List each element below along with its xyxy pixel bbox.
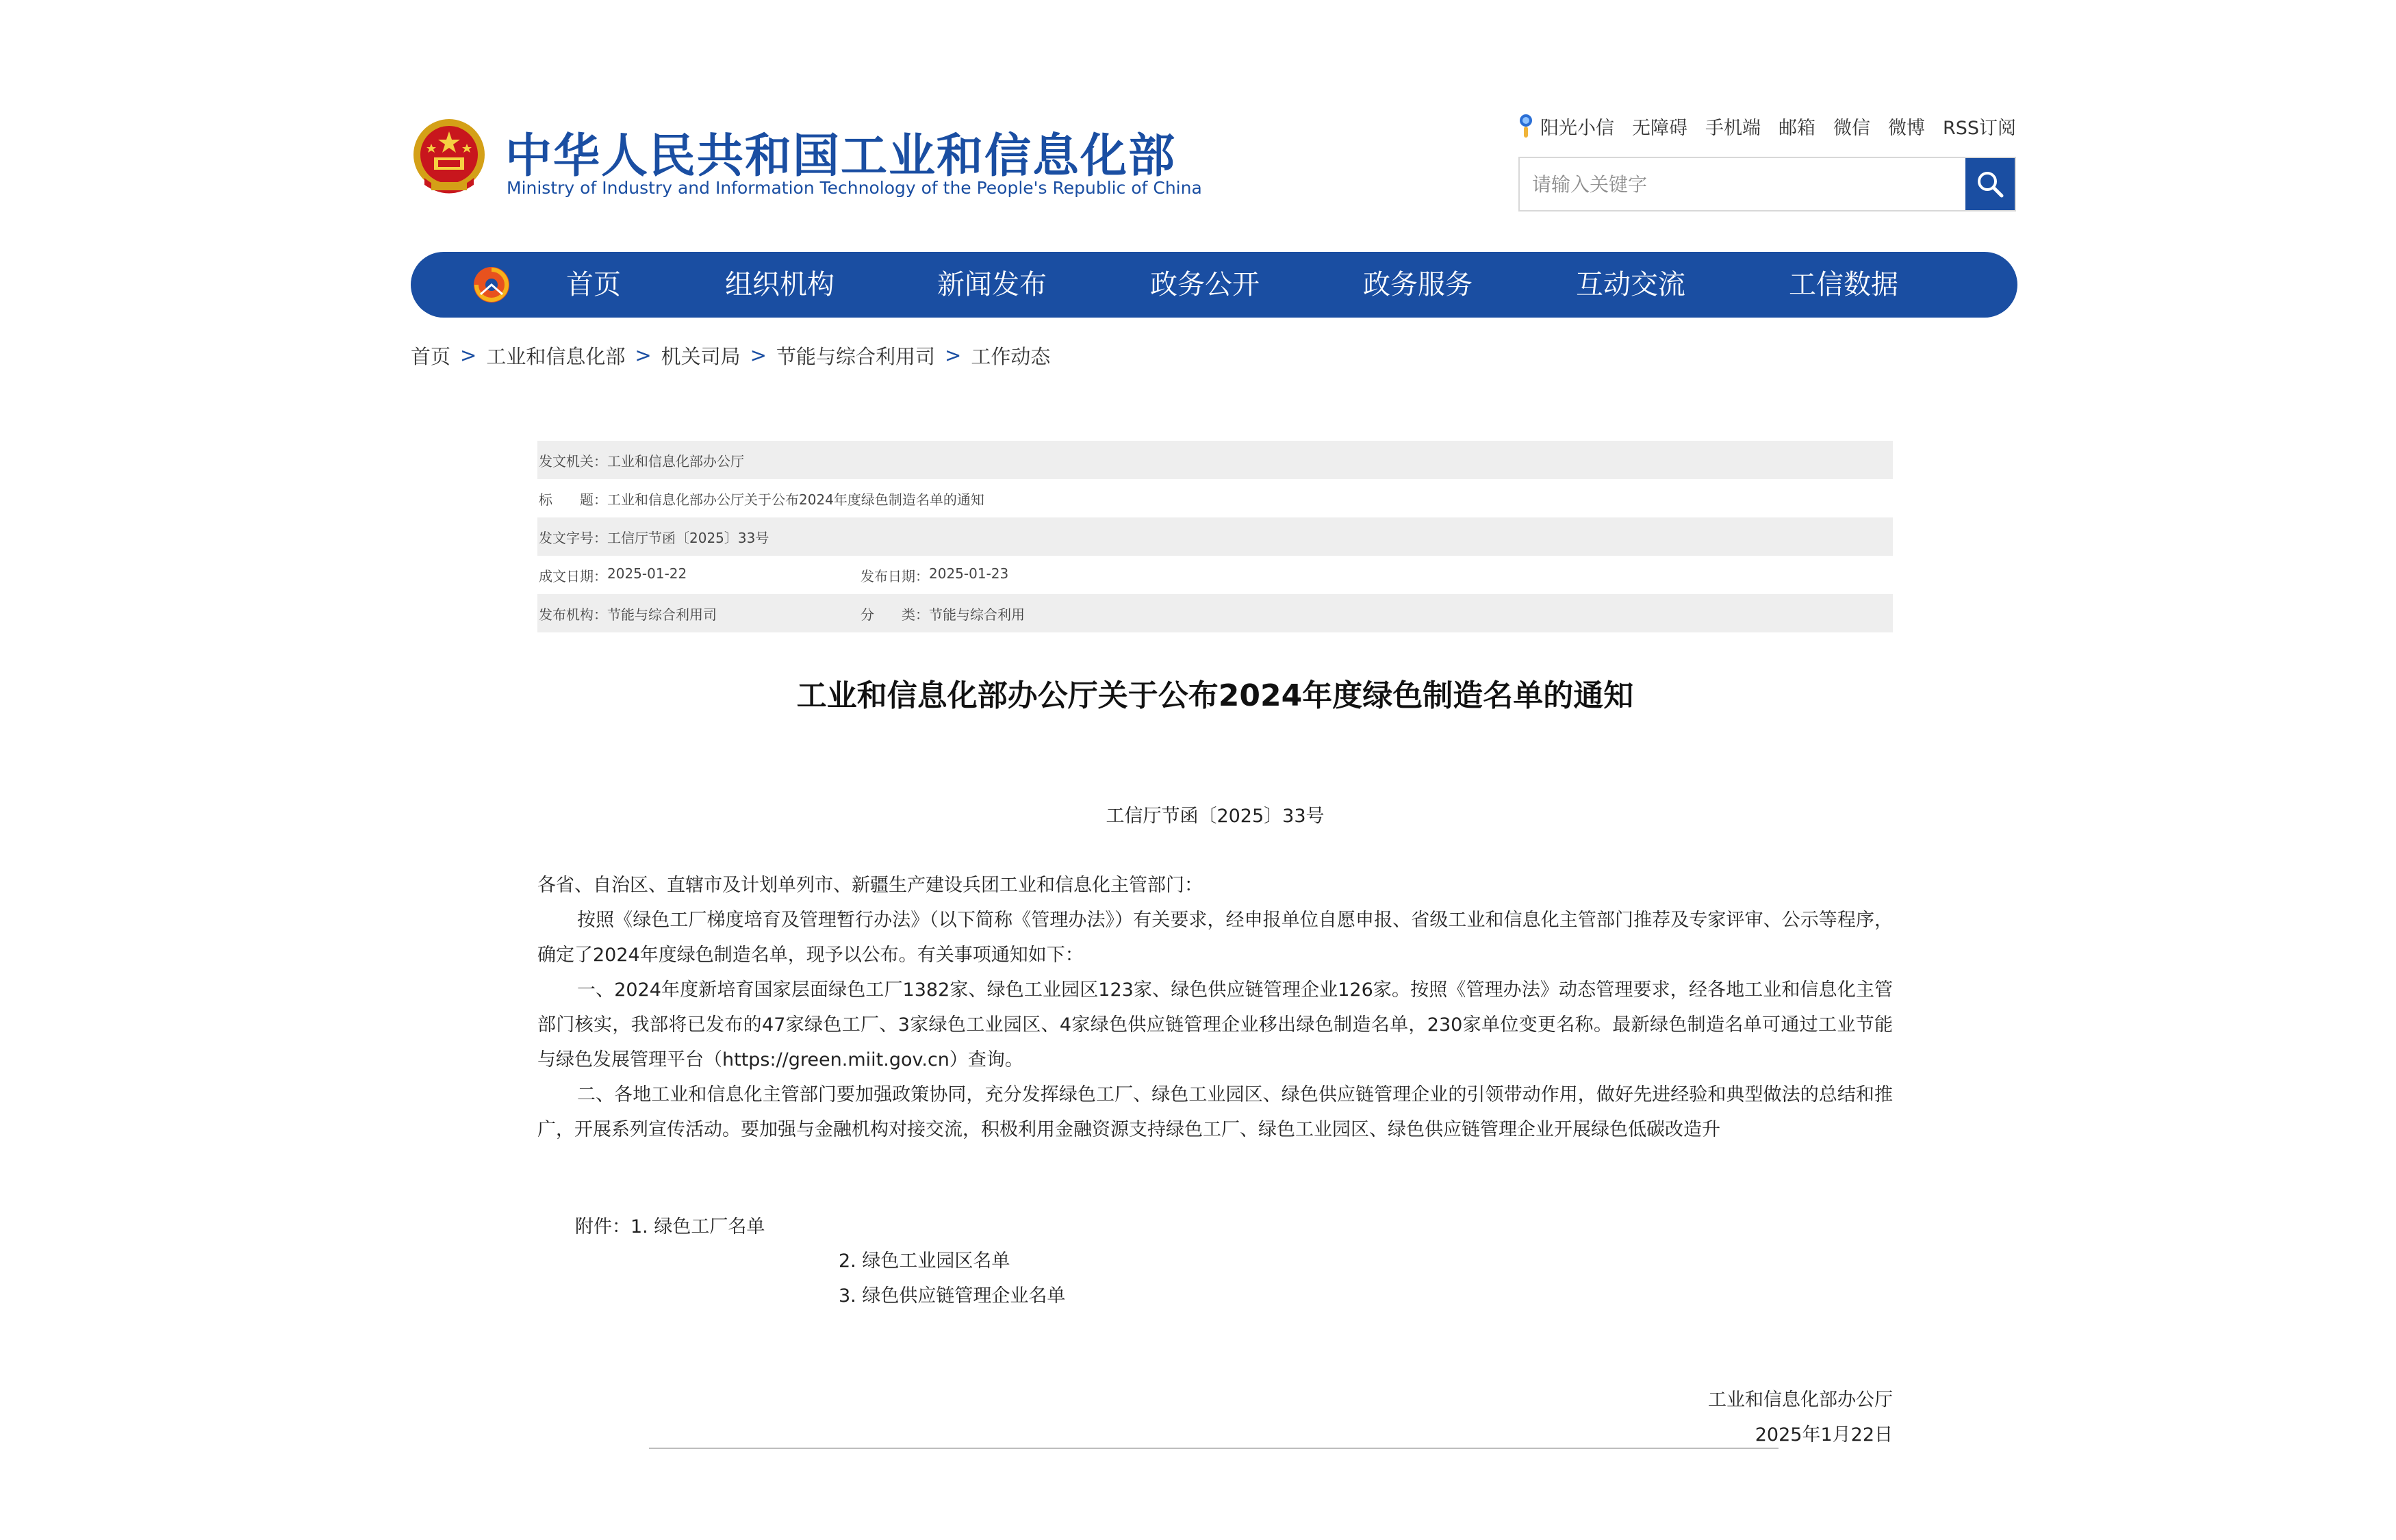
nav-government-services[interactable]: 政务服务 xyxy=(1363,269,1473,300)
breadcrumb-separator: > xyxy=(460,344,477,367)
article-title: 工业和信息化部办公厅关于公布2024年度绿色制造名单的通知 xyxy=(796,678,1634,713)
breadcrumb-separator: > xyxy=(750,344,767,367)
sunshine-mascot-icon[interactable] xyxy=(1517,112,1535,140)
miit-logo-icon[interactable] xyxy=(471,264,512,305)
attachment-1-link[interactable]: 附件：1. 绿色工厂名单 xyxy=(575,1216,765,1237)
main-nav xyxy=(411,252,2017,318)
meta-docno-label: 发文字号： xyxy=(539,529,607,546)
toplink-accessibility[interactable]: 无障碍 xyxy=(1631,117,1687,139)
attachment-3-link[interactable]: 3. 绿色供应链管理企业名单 xyxy=(839,1285,1066,1307)
search-box xyxy=(1518,157,2016,211)
meta-created xyxy=(539,565,687,585)
article-paragraph-2: 一、2024年度新培育国家层面绿色工厂1382家、绿色工业园区123家、绿色供应链管理企业126家。按照《管理办法》动态管理要求，经各地工业和信息化主管部门核实，我部将已发布的47家绿色工厂、3家绿色工业园区、4家绿色供应链管理企业移出绿色制造名单，230家单位变更名称。最新绿色制造名单可通过工业节能与绿色发展管理平台（https://green.miit.gov.cn）查询。 xyxy=(537,979,1893,1070)
toplink-rss[interactable]: RSS订阅 xyxy=(1942,117,2016,139)
meta-row-title xyxy=(537,479,1893,517)
national-emblem-icon[interactable] xyxy=(411,116,487,198)
nav-news[interactable]: 新闻发布 xyxy=(937,269,1047,300)
article-paragraph-3: 二、各地工业和信息化主管部门要加强政策协同，充分发挥绿色工厂、绿色工业园区、绿色供应链管理企业的引领带动作用，做好先进经验和典型做法的总结和推广，开展系列宣传活动。要加强与金融机构对接交流，积极利用金融资源支持绿色工厂、绿色工业园区、绿色供应链管理企业开展绿色低碳改造升 xyxy=(537,1084,1893,1140)
meta-created-value: 2025-01-22 xyxy=(607,565,687,582)
breadcrumb xyxy=(411,340,1050,370)
meta-published-value: 2025-01-23 xyxy=(929,565,1009,582)
site-header xyxy=(411,110,2016,219)
breadcrumb-work-news[interactable]: 工作动态 xyxy=(971,344,1051,368)
meta-issuer-label: 发文机关： xyxy=(539,452,607,470)
meta-row-dates xyxy=(537,556,1893,594)
meta-category-value: 节能与综合利用 xyxy=(929,606,1025,623)
toplink-sunshine[interactable]: 阳光小信 xyxy=(1540,117,1614,139)
article-paragraph-1: 按照《绿色工厂梯度培育及管理暂行办法》（以下简称《管理办法》）有关要求，经申报单位自愿申报、省级工业和信息化主管部门推荐及专家评审、公示等程序，确定了2024年度绿色制造名单，现予以公布。有关事项通知如下： xyxy=(537,910,1893,966)
meta-docno-value: 工信厅节函〔2025〕33号 xyxy=(607,529,769,546)
meta-category xyxy=(861,604,1025,624)
nav-home[interactable]: 首页 xyxy=(566,269,621,300)
meta-created-label: 成文日期： xyxy=(539,567,607,585)
divider xyxy=(649,1448,1779,1449)
meta-row-docno xyxy=(537,517,1893,556)
meta-org-value: 节能与综合利用司 xyxy=(607,606,717,623)
search-button[interactable] xyxy=(1965,158,2015,210)
nav-data[interactable]: 工信数据 xyxy=(1789,269,1898,300)
meta-published xyxy=(861,565,1008,585)
attachment-2-link[interactable]: 2. 绿色工业园区名单 xyxy=(839,1250,1010,1272)
breadcrumb-departments[interactable]: 机关司局 xyxy=(661,344,741,368)
toplink-wechat[interactable]: 微信 xyxy=(1833,117,1870,139)
meta-row-org xyxy=(537,594,1893,632)
meta-published-label: 发布日期： xyxy=(861,567,929,585)
breadcrumb-ministry[interactable]: 工业和信息化部 xyxy=(486,344,626,368)
meta-org xyxy=(539,604,717,624)
article-doc-number: 工信厅节函〔2025〕33号 xyxy=(1106,806,1325,827)
search-input[interactable] xyxy=(1520,158,1965,210)
meta-row-issuer xyxy=(537,441,1893,479)
article-salutation: 各省、自治区、直辖市及计划单列市、新疆生产建设兵团工业和信息化主管部门： xyxy=(537,875,1203,896)
article-body xyxy=(537,868,1893,1147)
meta-category-label: 分 类： xyxy=(861,606,929,623)
toplink-mobile[interactable]: 手机端 xyxy=(1705,117,1761,139)
breadcrumb-energy-dept[interactable]: 节能与综合利用司 xyxy=(776,344,935,368)
top-links xyxy=(1517,112,2016,140)
site-title-cn[interactable]: 中华人民共和国工业和信息化部 xyxy=(505,129,1177,183)
breadcrumb-home[interactable]: 首页 xyxy=(411,344,451,368)
document-meta-table xyxy=(537,441,1893,632)
signoff-organization: 工业和信息化部办公厅 xyxy=(1708,1389,1893,1411)
meta-issuer-value: 工业和信息化部办公厅 xyxy=(607,452,744,470)
meta-title-value: 工业和信息化部办公厅关于公布2024年度绿色制造名单的通知 xyxy=(607,491,984,508)
meta-org-label: 发布机构： xyxy=(539,606,607,623)
toplink-weibo[interactable]: 微博 xyxy=(1887,117,1925,139)
nav-interaction[interactable]: 互动交流 xyxy=(1576,269,1685,300)
site-title-en[interactable]: Ministry of Industry and Information Technology of the People's Republic of China xyxy=(507,178,1202,198)
breadcrumb-separator: > xyxy=(945,344,962,367)
meta-title-label: 标 题： xyxy=(539,491,607,508)
signoff-date: 2025年1月22日 xyxy=(1755,1424,1893,1446)
nav-organization[interactable]: 组织机构 xyxy=(725,269,834,300)
breadcrumb-separator: > xyxy=(635,344,652,367)
nav-government-affairs[interactable]: 政务公开 xyxy=(1150,269,1260,300)
search-icon xyxy=(1975,169,2005,199)
toplink-email[interactable]: 邮箱 xyxy=(1778,117,1815,139)
